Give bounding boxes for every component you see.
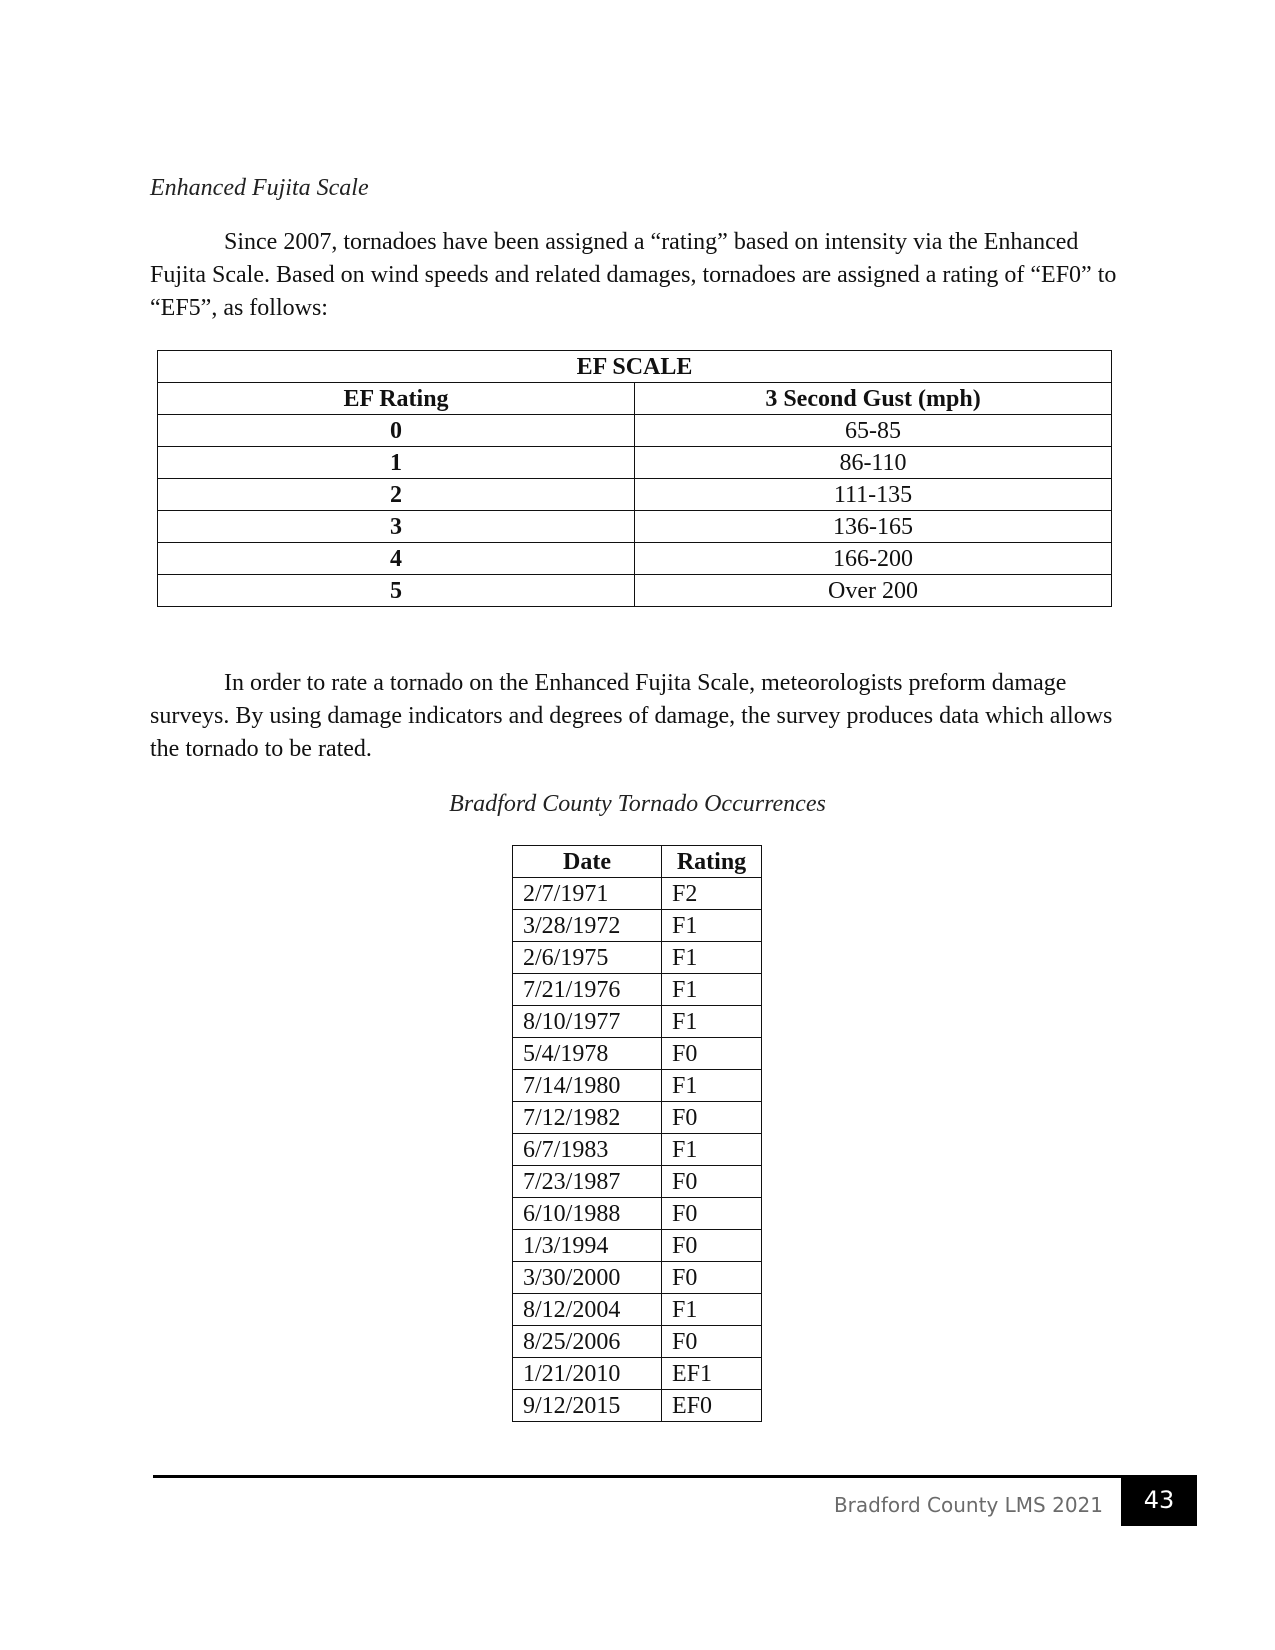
occurrence-rating: F2 <box>662 878 762 910</box>
occurrence-rating: F1 <box>662 974 762 1006</box>
occurrence-rating: F1 <box>662 910 762 942</box>
gust-cell: 111-135 <box>635 479 1112 511</box>
occurrence-rating: F0 <box>662 1198 762 1230</box>
gust-cell: 65-85 <box>635 415 1112 447</box>
occurrence-date: 2/7/1971 <box>513 878 662 910</box>
occurrence-rating: F1 <box>662 942 762 974</box>
ef-scale-table <box>157 350 1112 607</box>
ef-rating-cell: 3 <box>158 511 635 543</box>
occurrence-row <box>513 1198 762 1230</box>
ef-rating-cell: 5 <box>158 575 635 607</box>
occurrence-row <box>513 878 762 910</box>
occurrence-row <box>513 1038 762 1070</box>
occurrence-row <box>513 1070 762 1102</box>
footer-document-title: Bradford County LMS 2021 <box>833 1493 1103 1517</box>
occurrence-date: 7/23/1987 <box>513 1166 662 1198</box>
rating-header: Rating <box>662 846 762 878</box>
occurrence-rating: F0 <box>662 1102 762 1134</box>
occurrence-date: 8/12/2004 <box>513 1294 662 1326</box>
gust-header: 3 Second Gust (mph) <box>635 383 1112 415</box>
ef-table-row <box>158 447 1112 479</box>
occurrence-row <box>513 1262 762 1294</box>
occurrence-rating: F0 <box>662 1230 762 1262</box>
occurrence-date: 9/12/2015 <box>513 1390 662 1422</box>
intro-paragraph-text: Since 2007, tornadoes have been assigned a “rating” based on intensity via the Enhanced Fujita Scale. Based on wind speeds and related damages, tornadoes are assigned a rating of “EF0” to “EF5”, as follows: <box>150 229 1117 321</box>
survey-paragraph <box>150 667 1135 766</box>
occurrence-rating: F1 <box>662 1134 762 1166</box>
occurrence-row <box>513 1166 762 1198</box>
ef-table-row <box>158 511 1112 543</box>
ef-table-title: EF SCALE <box>158 351 1112 383</box>
occurrence-rating: EF1 <box>662 1358 762 1390</box>
occurrence-rating: F1 <box>662 1006 762 1038</box>
ef-table-row <box>158 415 1112 447</box>
occurrence-rating: F1 <box>662 1070 762 1102</box>
occurrence-date: 8/25/2006 <box>513 1326 662 1358</box>
ef-rating-cell: 4 <box>158 543 635 575</box>
ef-rating-cell: 2 <box>158 479 635 511</box>
occurrence-date: 3/30/2000 <box>513 1262 662 1294</box>
occurrence-date: 2/6/1975 <box>513 942 662 974</box>
occurrence-rating: F0 <box>662 1166 762 1198</box>
occurrence-date: 1/3/1994 <box>513 1230 662 1262</box>
occurrence-date: 7/21/1976 <box>513 974 662 1006</box>
occurrence-row <box>513 1294 762 1326</box>
occurrence-rating: F1 <box>662 1294 762 1326</box>
occurrence-date: 7/12/1982 <box>513 1102 662 1134</box>
occurrence-row <box>513 1390 762 1422</box>
occurrence-date: 1/21/2010 <box>513 1358 662 1390</box>
occurrence-rating: EF0 <box>662 1390 762 1422</box>
ef-table-row <box>158 543 1112 575</box>
occurrence-row <box>513 942 762 974</box>
occurrence-row <box>513 974 762 1006</box>
occurrence-date: 7/14/1980 <box>513 1070 662 1102</box>
occurrence-rating: F0 <box>662 1262 762 1294</box>
gust-cell: 166-200 <box>635 543 1112 575</box>
occurrence-date: 5/4/1978 <box>513 1038 662 1070</box>
section-heading: Enhanced Fujita Scale <box>150 175 369 201</box>
occurrence-date: 8/10/1977 <box>513 1006 662 1038</box>
occurrences-caption: Bradford County Tornado Occurrences <box>449 791 826 817</box>
intro-paragraph <box>150 226 1135 325</box>
gust-cell: 86-110 <box>635 447 1112 479</box>
tornado-occurrences-table <box>512 845 762 1422</box>
date-header: Date <box>513 846 662 878</box>
occurrence-row <box>513 1102 762 1134</box>
occurrence-row <box>513 1326 762 1358</box>
survey-paragraph-text: In order to rate a tornado on the Enhanced Fujita Scale, meteorologists preform damage surveys. By using damage indicators and degrees of damage, the survey produces data which allows the tornado to be rated. <box>150 670 1113 762</box>
ef-table-row <box>158 575 1112 607</box>
page-number: 43 <box>1121 1475 1197 1526</box>
occurrence-row <box>513 1230 762 1262</box>
occurrence-rating: F0 <box>662 1038 762 1070</box>
occurrence-row <box>513 1134 762 1166</box>
occurrence-rating: F0 <box>662 1326 762 1358</box>
occurrence-row <box>513 910 762 942</box>
ef-rating-header: EF Rating <box>158 383 635 415</box>
occurrence-date: 3/28/1972 <box>513 910 662 942</box>
occurrence-row <box>513 1006 762 1038</box>
ef-table-row <box>158 479 1112 511</box>
gust-cell: Over 200 <box>635 575 1112 607</box>
footer-rule <box>153 1475 1145 1478</box>
ef-rating-cell: 0 <box>158 415 635 447</box>
occurrence-date: 6/7/1983 <box>513 1134 662 1166</box>
ef-rating-cell: 1 <box>158 447 635 479</box>
gust-cell: 136-165 <box>635 511 1112 543</box>
occurrence-row <box>513 1358 762 1390</box>
occurrence-date: 6/10/1988 <box>513 1198 662 1230</box>
